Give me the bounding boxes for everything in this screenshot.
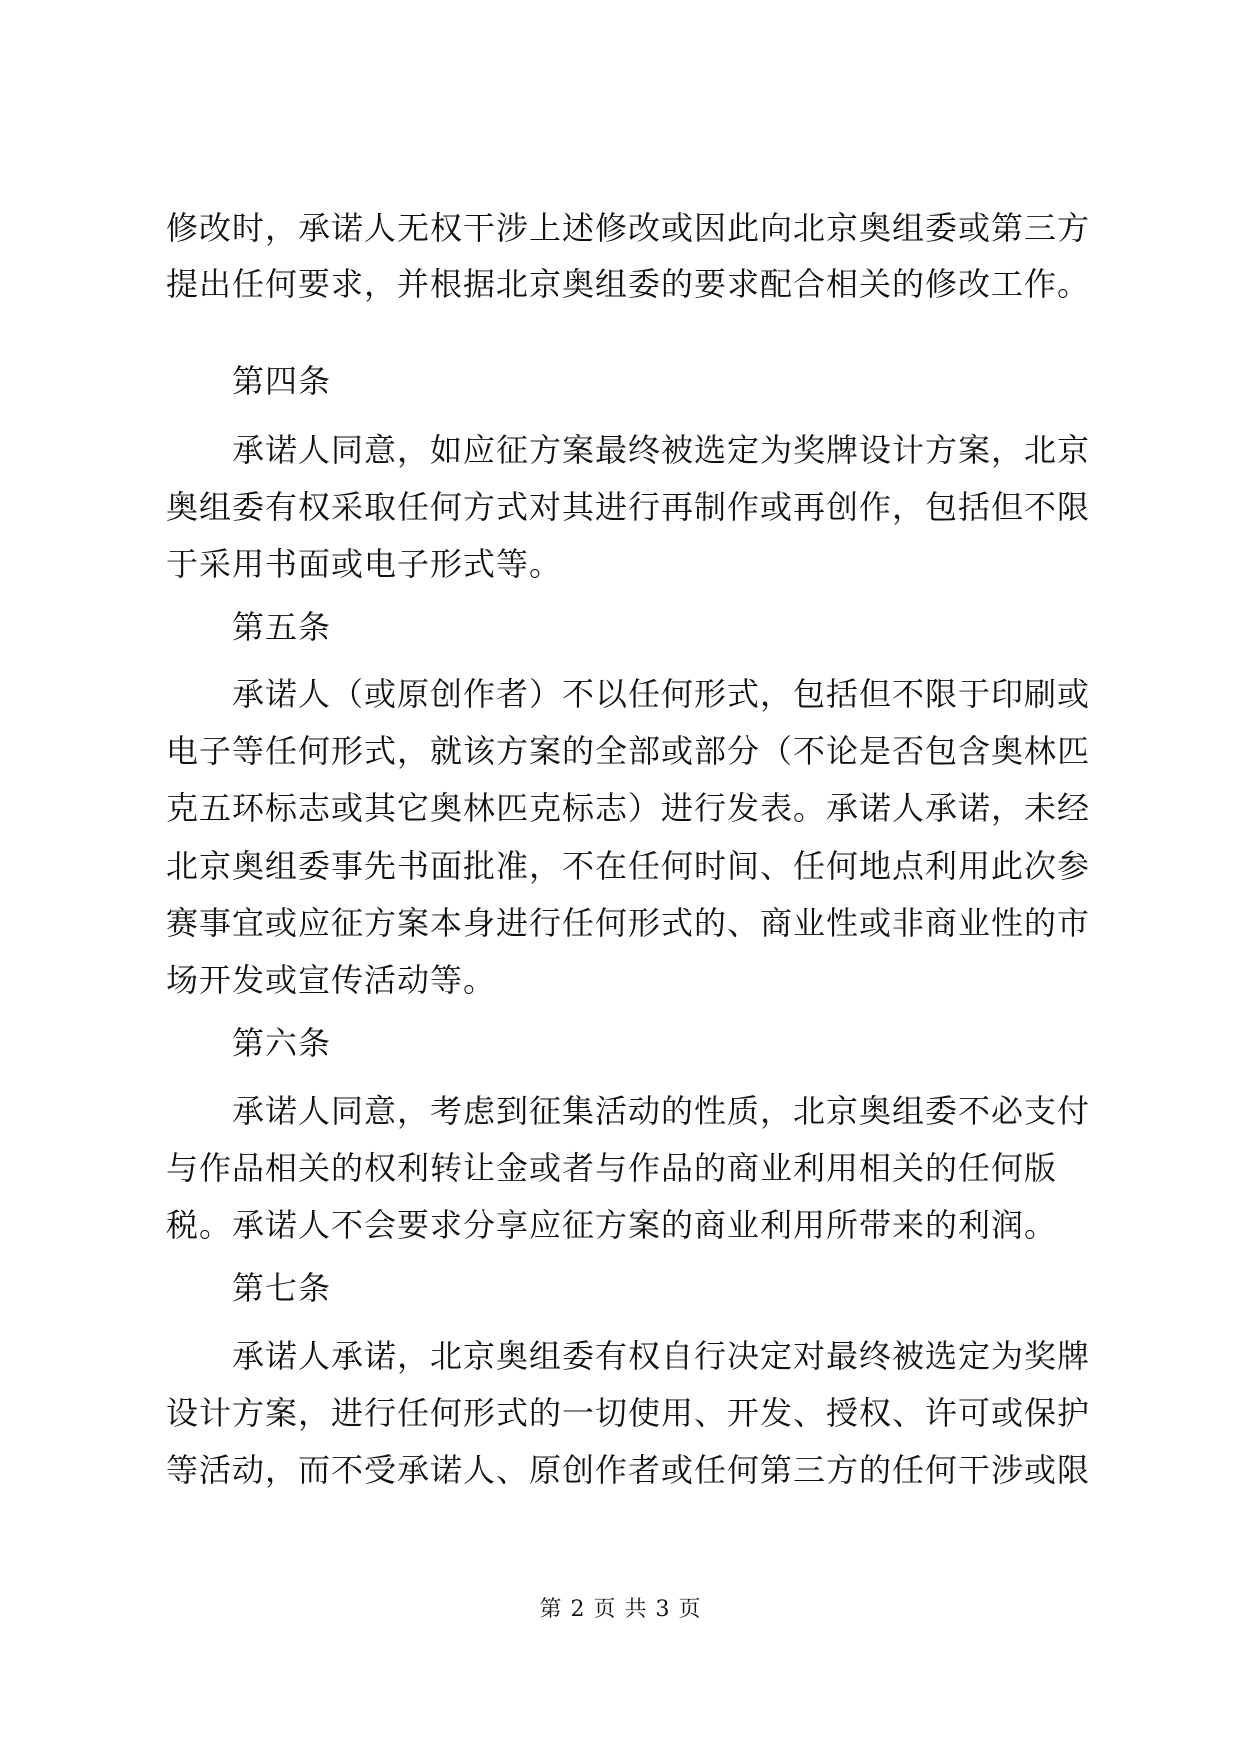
body-line: 克五环标志或其它奥林匹克标志）进行发表。承诺人承诺，未经 [166,789,1091,827]
body-line: 承诺人（或原创作者）不以任何形式，包括但不限于印刷或 [232,675,1091,713]
body-line: 北京奥组委事先书面批准，不在任何时间、任何地点利用此次参 [166,847,1091,885]
body-line: 电子等任何形式，就该方案的全部或部分（不论是否包含奥林匹 [166,732,1091,770]
article-heading: 第五条 [232,608,332,646]
page-footer: 第 2 页 共 3 页 [539,1597,702,1622]
body-line: 设计方案，进行任何形式的一切使用、开发、授权、许可或保护 [166,1394,1091,1432]
body-line: 等活动，而不受承诺人、原创作者或任何第三方的任何干涉或限 [166,1451,1091,1489]
body-line: 承诺人同意，考虑到征集活动的性质，北京奥组委不必支付 [232,1092,1091,1130]
body-line: 奥组委有权采取任何方式对其进行再制作或再创作，包括但不限 [166,488,1091,526]
body-line: 与作品相关的权利转让金或者与作品的商业利用相关的任何版 [166,1149,1058,1187]
body-line: 赛事宜或应征方案本身进行任何形式的、商业性或非商业性的市 [166,904,1091,942]
body-line: 承诺人同意，如应征方案最终被选定为奖牌设计方案，北京 [232,431,1091,469]
article-heading: 第六条 [232,1024,332,1062]
article-heading: 第七条 [232,1269,332,1307]
body-line: 提出任何要求，并根据北京奥组委的要求配合相关的修改工作。 [166,265,1091,303]
body-line: 场开发或宣传活动等。 [166,961,497,999]
body-line: 于采用书面或电子形式等。 [166,545,563,583]
body-line: 修改时，承诺人无权干涉上述修改或因此向北京奥组委或第三方 [166,209,1091,247]
body-line: 承诺人承诺，北京奥组委有权自行决定对最终被选定为奖牌 [232,1337,1091,1375]
body-line: 税。承诺人不会要求分享应征方案的商业利用所带来的利润。 [166,1206,1058,1244]
article-heading: 第四条 [232,362,332,400]
